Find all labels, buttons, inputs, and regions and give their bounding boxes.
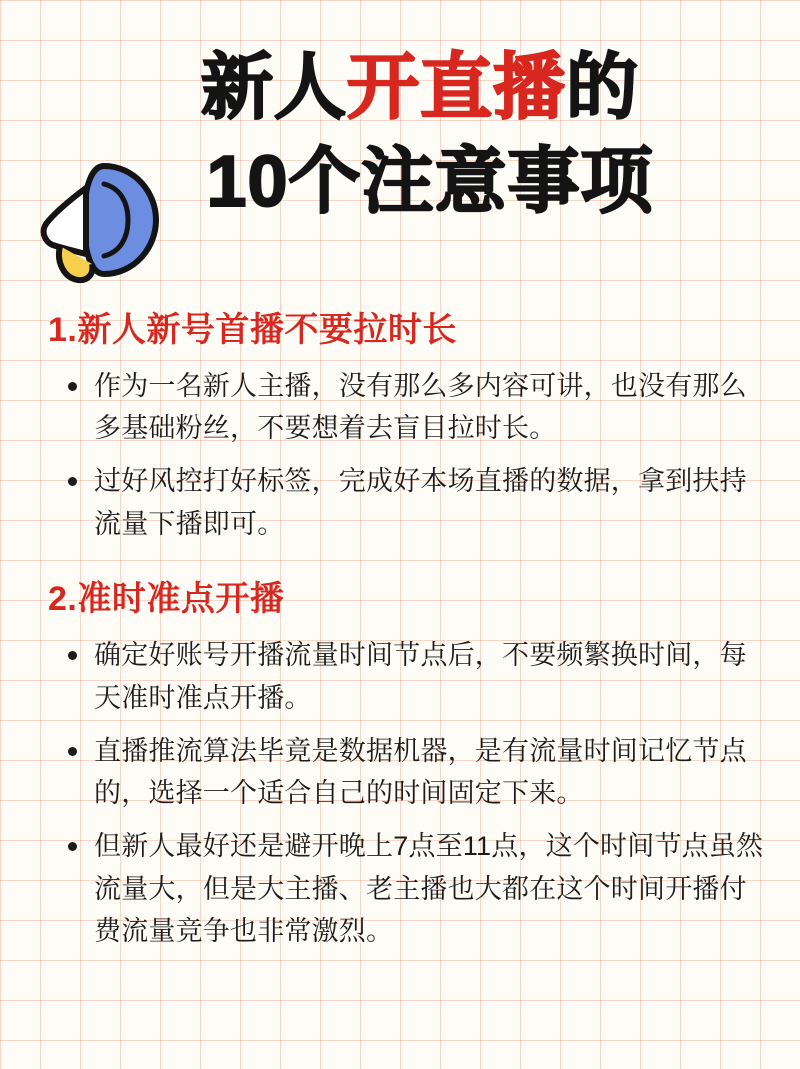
- title-line-1: [0, 48, 800, 128]
- title-area: [0, 0, 800, 300]
- section-2-heading: 2.准时准点开播: [48, 580, 285, 619]
- section-1-heading: 1.新人新号首播不要拉时长: [48, 311, 457, 349]
- list-item: 确定好账号开播流量时间节点后，不要频繁换时间，每天准时准点开播。: [66, 634, 766, 719]
- list-item: 直播推流算法毕竟是数据机器，是有流量时间记忆节点的，选择一个适合自己的时间固定下来。: [66, 730, 766, 815]
- megaphone-icon: [30, 158, 170, 288]
- title-part-1: 新人: [200, 48, 347, 128]
- title-part-2-highlight: 开直播: [346, 48, 566, 128]
- section-2-bullet-list: [40, 634, 766, 953]
- list-item: 作为一名新人主播，没有那么多内容可讲，也没有那么多基础粉丝，不要想着去盲目拉时长。: [66, 365, 766, 450]
- title-subline: 10个注意事项: [206, 142, 654, 222]
- list-item: 过好风控打好标签，完成好本场直播的数据，拿到扶持流量下播即可。: [66, 460, 766, 545]
- section-1-bullet-list: [40, 365, 766, 546]
- section-1: [40, 310, 766, 545]
- section-2: [40, 579, 766, 952]
- note-body: [0, 300, 800, 953]
- title-part-3: 的: [566, 48, 640, 128]
- list-item: 但新人最好还是避开晚上7点至11点，这个时间节点虽然流量大，但是大主播、老主播也大都在这个时间开播付费流量竞争也非常激烈。: [66, 825, 766, 953]
